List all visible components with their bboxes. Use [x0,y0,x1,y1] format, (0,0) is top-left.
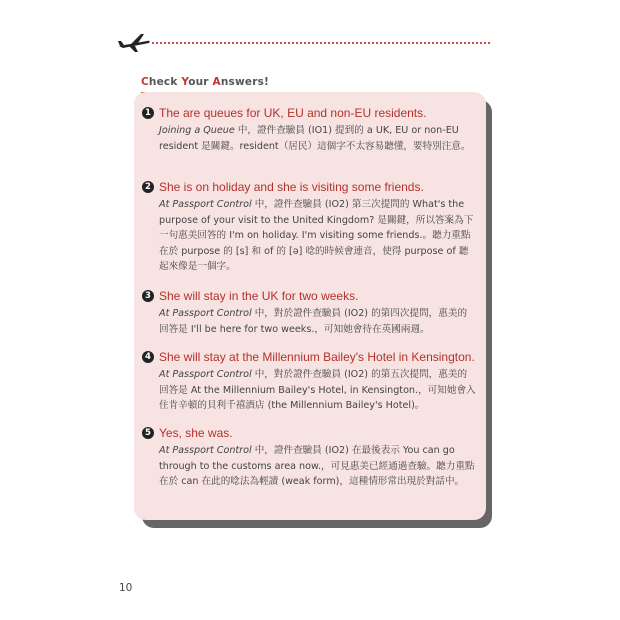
answer-question [142,106,476,121]
answer-question [142,350,476,365]
airplane-icon [117,33,151,53]
title-part: C [141,76,149,88]
page-number: 10 [119,582,133,594]
explanation-text: 中，對於證件查驗員 (IO2) 的第五次提問，惠美的回答是 At the Millennium Bailey's Hotel, in Kensington.，可知她會入住肯辛頓的貝利千禧酒店 (the Millennium Bailey's Hotel)。 [159,369,476,412]
title-part: Y [181,76,189,88]
answer-question [142,180,476,195]
scene-title: At Passport Control [159,199,252,210]
dotted-divider [152,42,490,44]
scene-title: At Passport Control [159,369,252,380]
explanation-text: 中，證件查驗員 (IO2) 在最後表示 You can go through to the customs area now.，可見惠美已經通過查驗。聽力重點在於 can 在此的唸法為輕讀 (weak form)，這種情形常出現於對話中。 [159,445,475,488]
answer-explanation [142,123,476,154]
answer-question-text: Yes, she was. [159,426,233,440]
answer-explanation [142,443,476,490]
answer-explanation [142,306,476,337]
title-part: nswers! [220,76,270,88]
title-part: our [188,76,213,88]
answer-question-text: She will stay at the Millennium Bailey's Hotel in Kensington. [159,350,475,364]
answer-question [142,289,476,304]
answer-question-text: The are queues for UK, EU and non-EU residents. [159,106,427,120]
answer-explanation [142,367,476,414]
answer-number-badge: 3 [142,290,154,302]
answer-question [142,426,476,441]
answer-question-text: She is on holiday and she is visiting some friends. [159,180,424,194]
answers-card [134,92,486,520]
answer-item [142,350,476,414]
scene-title: At Passport Control [159,308,252,319]
answer-number-badge: 1 [142,107,154,119]
explanation-text: 中，證件查驗員 (IO2) 第三次提問的 What's the purpose of your visit to the United Kingdom? 是關鍵，所以答案為下一句惠美回答的 I'm on holiday. I'm visiting some friends.。聽力重點在於 purpose 的 [s] 和 of 的 [ə] 唸的時候會連音，使得 purpose of 聽起來像是一個字。 [159,199,474,273]
section-title [141,76,269,88]
explanation-text: 中，證件查驗員 (IO1) 提到的 a UK, EU or non-EU resident 是關鍵。resident（居民）這個字不太容易聽懂，要特別注意。 [159,125,471,152]
explanation-text: 中，對於證件查驗員 (IO2) 的第四次提問，惠美的回答是 I'll be here for two weeks.，可知她會待在英國兩週。 [159,308,468,335]
answer-explanation [142,197,476,275]
scene-title: At Passport Control [159,445,252,456]
answer-item [142,106,476,154]
answer-item [142,180,476,275]
title-part: heck [148,76,182,88]
answer-number-badge: 5 [142,427,154,439]
title-part: A [212,76,221,88]
answer-number-badge: 2 [142,181,154,193]
answer-number-badge: 4 [142,351,154,363]
answer-item [142,289,476,337]
answer-question-text: She will stay in the UK for two weeks. [159,289,359,303]
scene-title: Joining a Queue [159,125,235,136]
answer-item [142,426,476,490]
